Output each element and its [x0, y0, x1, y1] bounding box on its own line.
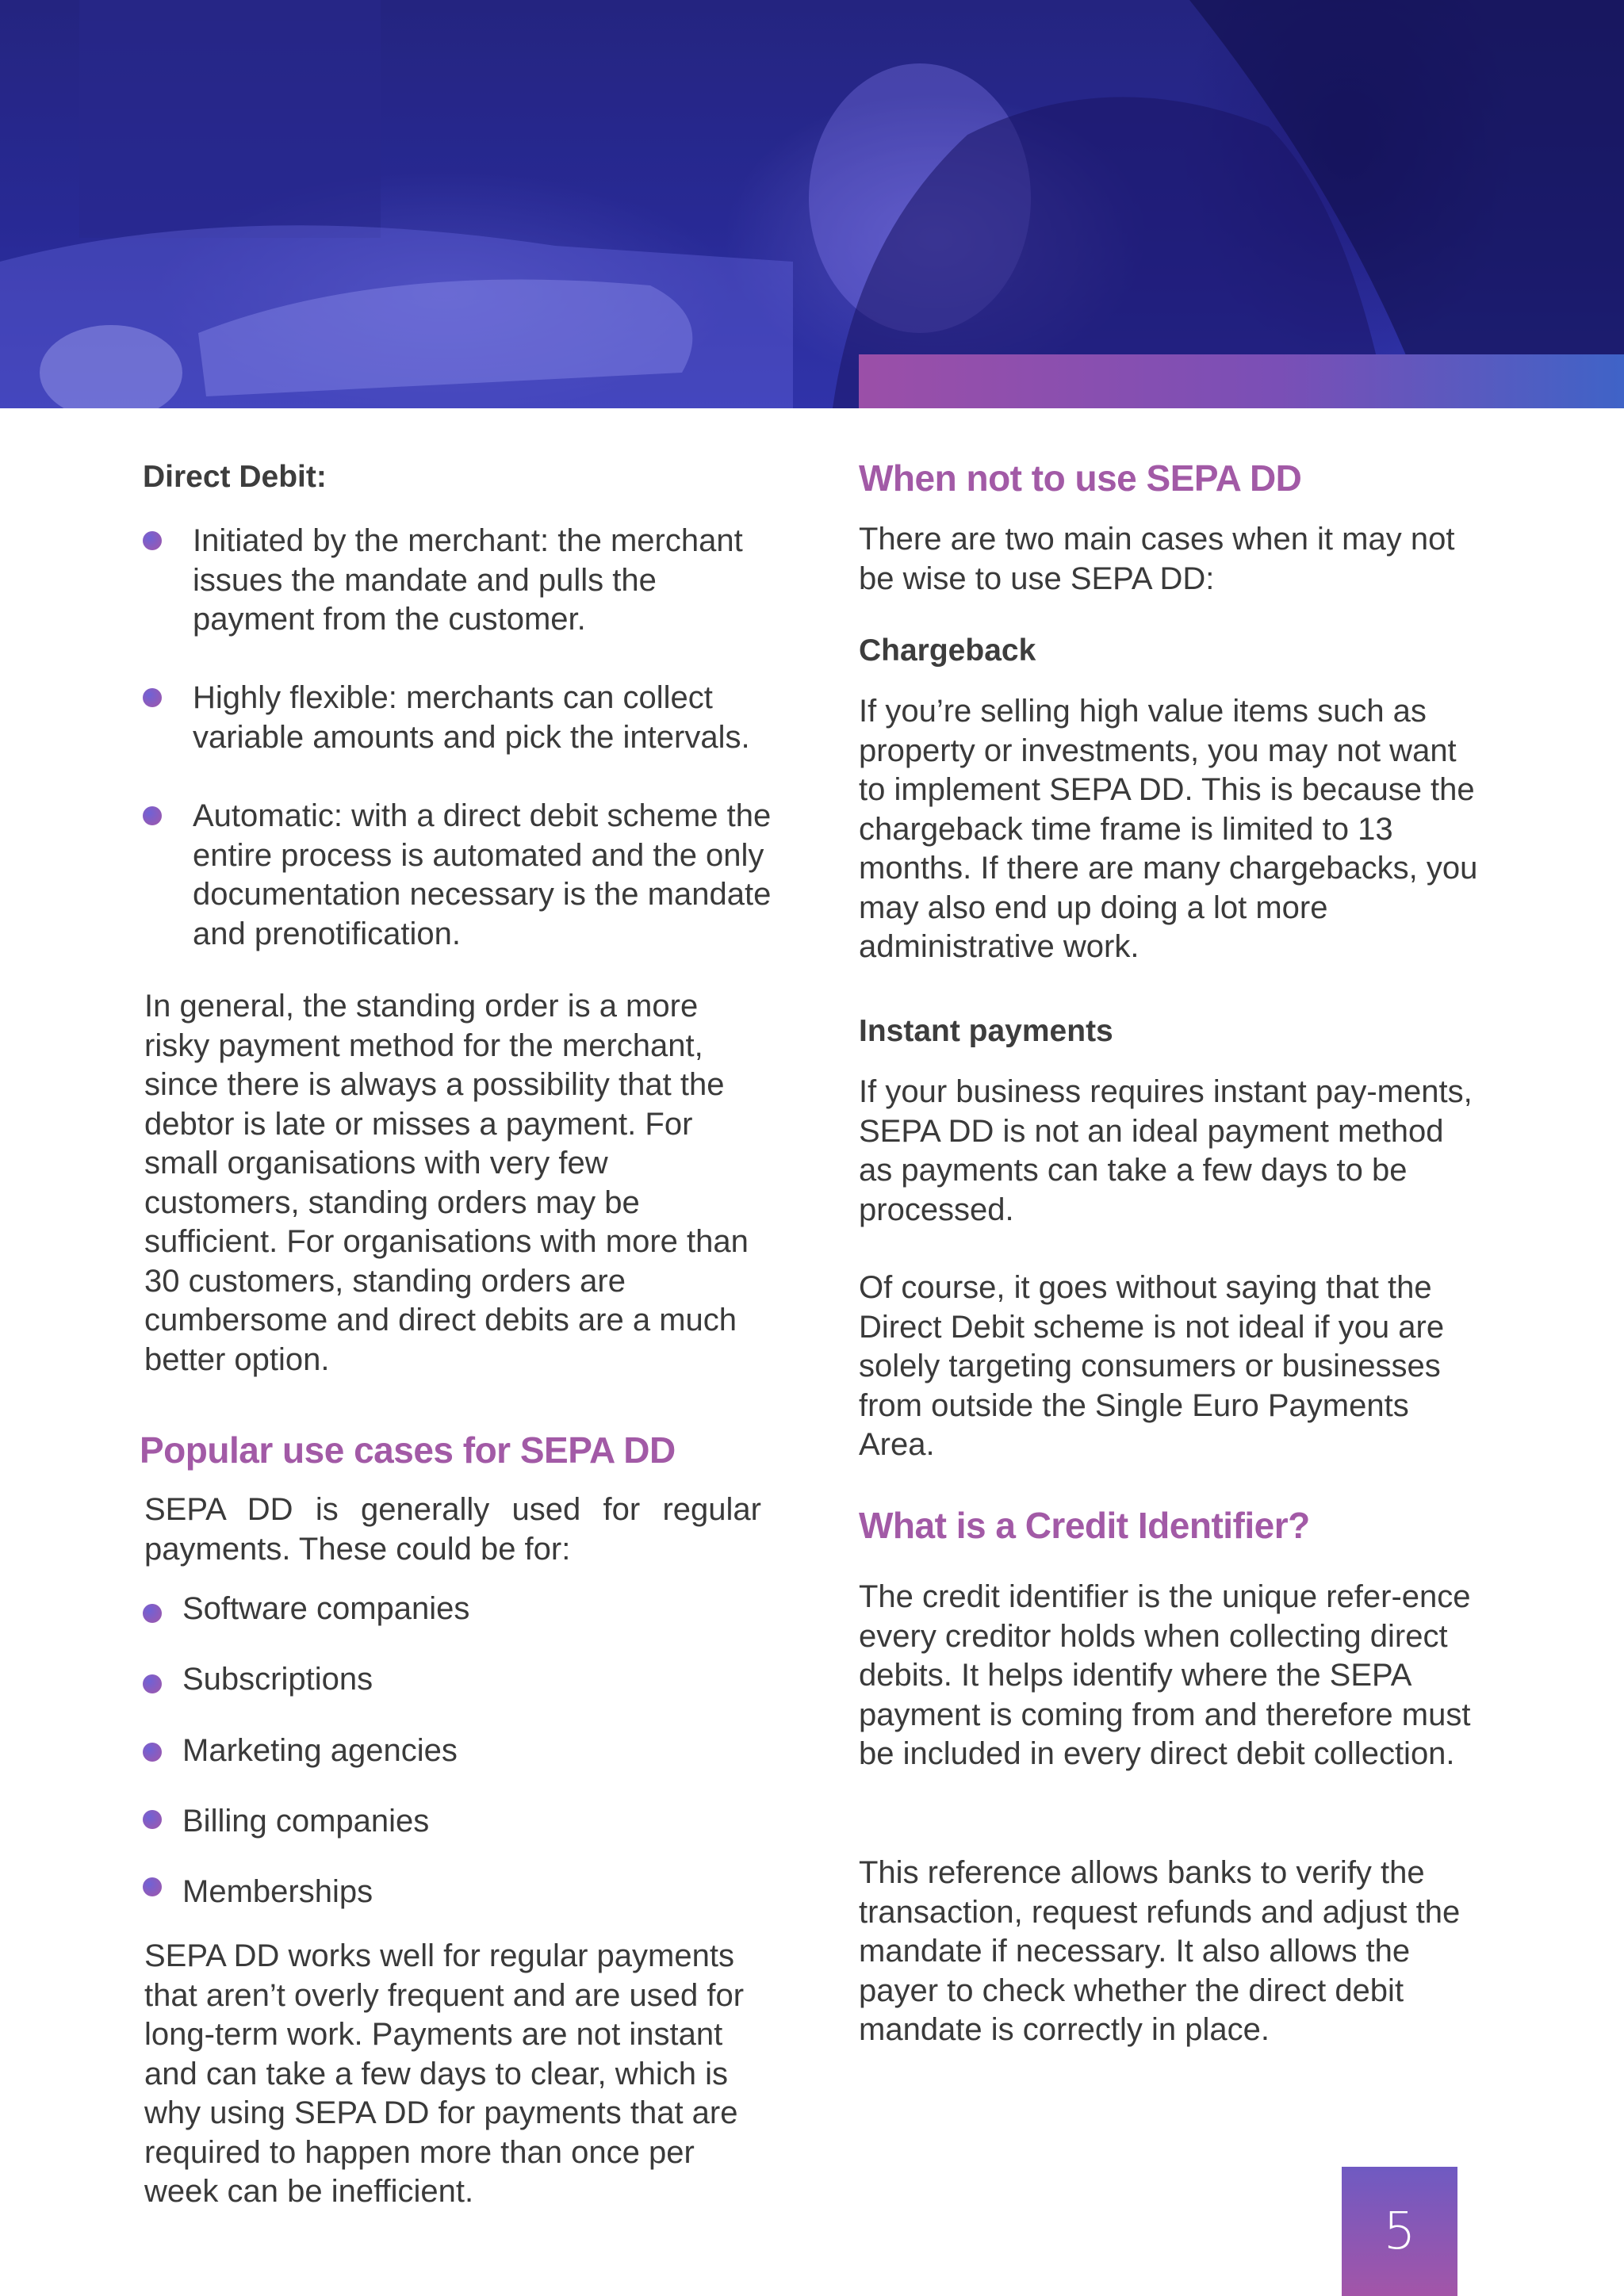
credit-paragraph-1: The credit identifier is the unique refer-ence every creditor holds when collecting direct debits. It helps identify where the SEPA payment is coming from and therefore must be included in every direct debit collection.: [859, 1579, 1471, 1771]
use-case-label: Marketing agencies: [182, 1733, 458, 1768]
hero-accent-band: [859, 354, 1624, 408]
bullet-text: Initiated by the merchant: the merchant issues the mandate and pulls the payment from the customer.: [193, 523, 743, 637]
credit-identifier-heading: What is a Credit Identifier?: [859, 1505, 1310, 1546]
page-number: 5: [1342, 2167, 1457, 2296]
bullet-text: Highly flexible: merchants can collect variable amounts and pick the intervals.: [193, 680, 750, 755]
general-paragraph: In general, the standing order is a more risky payment method for the merchant, since there is always a possibility that the debtor is late or misses a payment. For small organisations with very few customers, standing orders may be sufficient. For organisations with more than 30 customers, standing orders are cumbersome and direct debits are a much better option.: [144, 989, 749, 1377]
chargeback-heading: Chargeback: [859, 633, 1036, 668]
bullet-icon: [143, 1743, 162, 1762]
when-not-heading: When not to use SEPA DD: [859, 457, 1302, 499]
use-case-label: Software companies: [182, 1591, 470, 1626]
instant-paragraph: If your business requires instant pay-ments, SEPA DD is not an ideal payment method as payments can take a few days to be processed.: [859, 1074, 1473, 1227]
popular-intro: SEPA DD is generally used for regular payments. These could be for:: [144, 1492, 761, 1567]
bullet-icon: [143, 688, 162, 707]
of-course-paragraph: Of course, it goes without saying that the Direct Debit scheme is not ideal if you are solely targeting consumers or businesses from outside the Single Euro Payments Area.: [859, 1270, 1445, 1462]
bullet-icon: [143, 1810, 162, 1829]
chargeback-paragraph: If you’re selling high value items such as property or investments, you may not want to implement SEPA DD. This is because the chargeback time frame is limited to 13 months. If there are many chargebacks, you may also end up doing a lot more administrative work.: [859, 694, 1478, 964]
closing-paragraph: SEPA DD works well for regular payments that aren’t overly frequent and are used for long-term work. Payments are not instant and can take a few days to clear, which is why using SEPA DD for payments that are required to happen more than once per week can be inefficient.: [144, 1938, 745, 2209]
instant-payments-heading: Instant payments: [859, 1014, 1113, 1048]
bullet-icon: [143, 806, 162, 825]
when-not-intro: There are two main cases when it may not be wise to use SEPA DD:: [859, 522, 1455, 596]
use-case-label: Billing companies: [182, 1804, 430, 1839]
bullet-icon: [143, 531, 162, 550]
direct-debit-heading: Direct Debit:: [143, 460, 327, 494]
use-case-label: Subscriptions: [182, 1662, 373, 1697]
bullet-icon: [143, 1877, 162, 1896]
hero-image: [0, 0, 1624, 408]
bullet-text: Automatic: with a direct debit scheme the entire process is automated and the only documentation necessary is the mandate and prenotification.: [193, 798, 772, 951]
bullet-icon: [143, 1674, 162, 1693]
bullet-icon: [143, 1604, 162, 1623]
use-case-label: Memberships: [182, 1874, 373, 1909]
popular-use-cases-heading: Popular use cases for SEPA DD: [140, 1429, 676, 1471]
credit-paragraph-2: This reference allows banks to verify the transaction, request refunds and adjust the mandate if necessary. It also allows the payer to check whether the direct debit mandate is correctly in place.: [859, 1855, 1461, 2047]
hero-photo-illustration: [0, 0, 1624, 408]
